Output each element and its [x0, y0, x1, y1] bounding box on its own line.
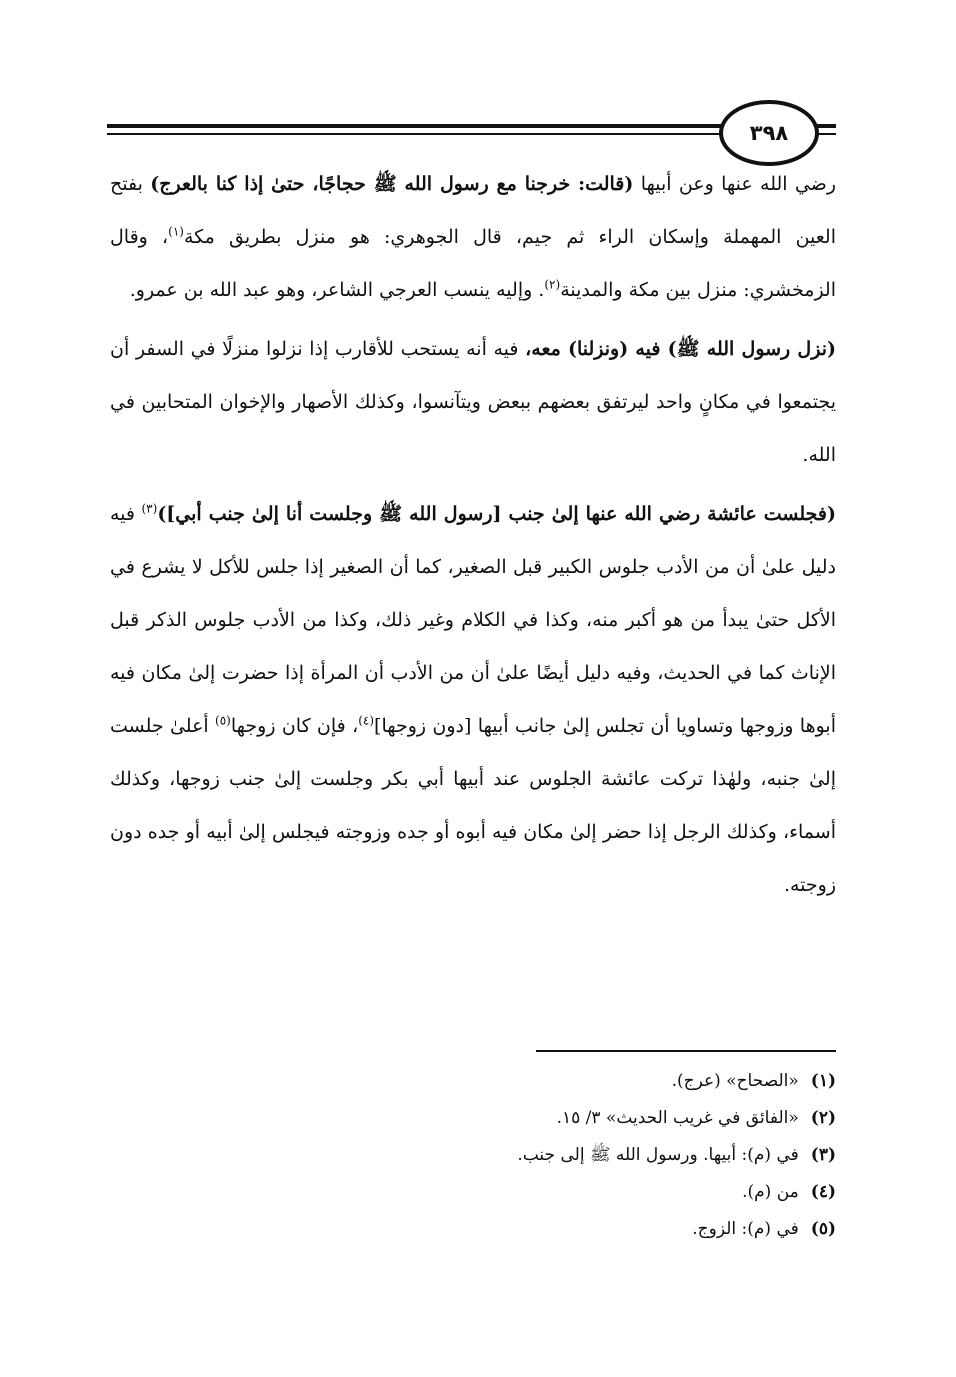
footnote-marker: (٤) [358, 713, 375, 728]
footnote-number: (٤) [810, 1182, 836, 1202]
footnote [110, 1063, 836, 1100]
footnote-marker: (١) [168, 224, 184, 239]
commentary-text: ، فإن كان زوجها [230, 715, 359, 737]
footnote-text: «الفائق في غريب الحديث» ٣/ ١٥. [556, 1108, 799, 1128]
footnote-text: في (م): الزوج. [692, 1219, 799, 1239]
body-text [110, 158, 836, 918]
hadith-quote: (فجلست عائشة رضي الله عنها إلىٰ جنب [رسول الله ﷺ وجلست أنا إلىٰ جنب أبي]) [157, 503, 836, 525]
footnote-marker: (٥) [215, 713, 231, 728]
footnote [110, 1137, 836, 1174]
footnote-marker: (٢) [544, 277, 561, 292]
page-number: ٣٩٨ [719, 100, 819, 166]
footnote-text: «الصحاح» (عرج). [671, 1071, 799, 1091]
footnote [110, 1100, 836, 1137]
footnote-marker: (٣) [141, 501, 158, 516]
commentary-text: أعلىٰ جلست إلىٰ جنبه، ولهٰذا تركت عائشة الجلوس عند أبيها أبي بكر وجلست إلىٰ جنب زوجها، وكذلك أسماء، وكذلك الرجل إذا حضر إلىٰ مكان فيه أبوه أو جده وزوجته فيجلس إلىٰ أبيه أو جده دون زوجته. [110, 715, 836, 896]
paragraph [110, 323, 836, 482]
footnote-text: من (م). [742, 1182, 799, 1202]
commentary-text: رضي الله عنها وعن أبيها [633, 173, 837, 195]
footnote-number: (٥) [810, 1219, 836, 1239]
paragraph [110, 158, 836, 317]
footnote-text: في (م): أبيها. ورسول الله ﷺ إلى جنب. [517, 1145, 799, 1165]
paragraph [110, 488, 836, 912]
footnote-number: (٢) [810, 1108, 836, 1128]
commentary-text: . وإليه ينسب العرجي الشاعر، وهو عبد الله بن عمرو. [129, 279, 545, 301]
commentary-text: فيه دليل علىٰ أن من الأدب جلوس الكبير قبل الصغير، كما أن الصغير إذا جلس للأكل لا يشرع في الأكل حتىٰ يبدأ من هو أكبر منه، وكذا في الكلام وغير ذلك، وكذا من الأدب جلوس الذكر قبل الإناث كما في الحديث، وفيه دليل أيضًا علىٰ أن من الأدب أن المرأة إذا حضرت إلىٰ مكان فيه أبوها وزوجها وتساويا أن تجلس إلىٰ جانب أبيها [دون زوجها] [110, 503, 836, 737]
footnote-number: (٣) [810, 1145, 836, 1165]
hadith-quote: (قالت: خرجنا مع رسول الله ﷺ حجاجًا، حتىٰ إذا كنا بالعرج) [150, 173, 634, 195]
commentary-text: بفتح العين المهملة وإسكان الراء ثم جيم، قال الجوهري: هو منزل بطريق مكة [110, 173, 836, 248]
commentary-text: فيه أنه يستحب للأقارب إذا نزلوا منزلًا في السفر أن يجتمعوا في مكانٍ واحد ليرتفق بعضهم ببعض ويتآنسوا، وكذلك الأصهار والإخوان المتحابين في الله. [110, 338, 836, 466]
footnote-separator [536, 1050, 836, 1052]
footnote [110, 1211, 836, 1248]
footnote [110, 1174, 836, 1211]
commentary-text: ، وقال الزمخشري: منزل بين مكة والمدينة [110, 226, 836, 301]
footnote-number: (١) [810, 1071, 836, 1091]
hadith-quote: (نزل رسول الله ﷺ) فيه (ونزلنا) معه، [525, 338, 836, 360]
footnotes [110, 1063, 836, 1248]
